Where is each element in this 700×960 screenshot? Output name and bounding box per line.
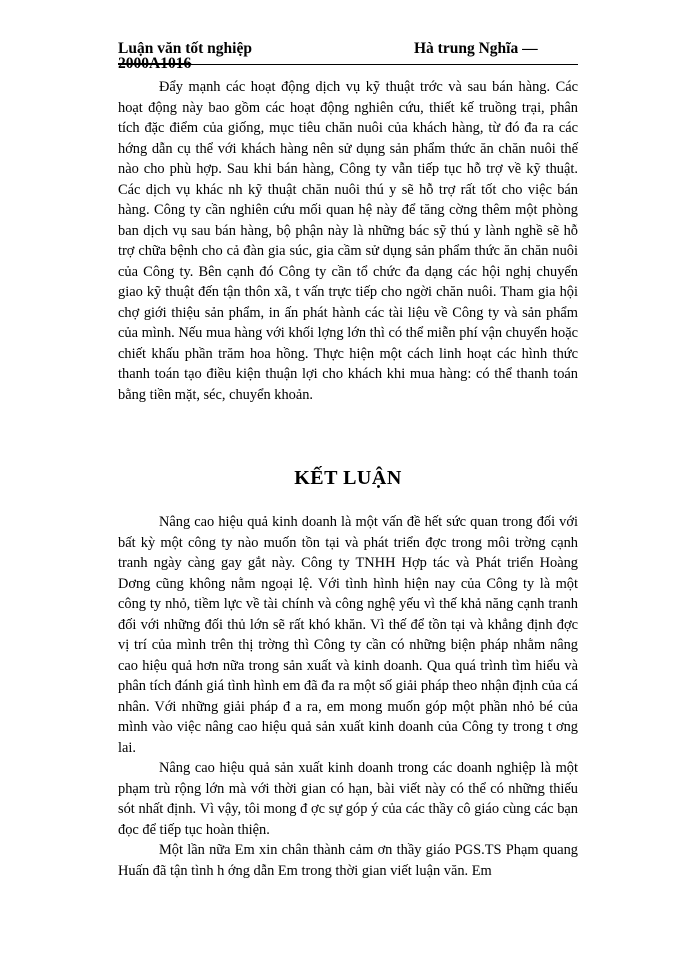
header-author: Hà trung Nghĩa — — [414, 40, 538, 57]
conclusion-paragraph-1: Nâng cao hiệu quả kinh doanh là một vấn đề hết sức quan trong đối với bất kỳ một công ty nào muốn tồn tại và phát triển đợc trong môi trờng cạnh tranh ngày càng gay gắt này. Công ty TNHH Hợp tác và Phát triển Hoàng Dơng cũng không nằm ngoại lệ. Với tình hình hiện nay của Công ty là một công ty nhỏ, tiềm lực về tài chính và công nghệ yếu vì thế khả năng cạnh tranh đối với những đối thủ lớn sẽ rất khó khăn. Vì thế để tồn tại và khẳng định đợc vị trí của mình trên thị trờng thì Công ty cần có những biện pháp nhằm nâng cao hiệu quả hơn nữa trong sản xuất và kinh doanh. Qua quá trình tìm hiểu và phân tích đánh giá tình hình em đã đa ra một số giải pháp theo nhận định của cá nhân. Với những giải pháp đ a ra, em mong muốn góp một phần nhỏ bé của mình vào việc nâng cao hiệu quả sản xuất kinh doanh của Công ty trong t ơng lai. — [118, 514, 578, 756]
header-rule — [118, 64, 578, 65]
section-after-sales — [118, 77, 578, 405]
conclusion-paragraph-3: Một lần nữa Em xin chân thành cảm ơn thầy giáo PGS.TS Phạm quang Huấn đã tận tình h ớng dẫn Em trong thời gian viết luận văn. Em — [118, 842, 578, 879]
header-code: 2000A1016 — [118, 55, 192, 72]
conclusion-body — [118, 512, 578, 881]
paragraph: Đẩy mạnh các hoạt động dịch vụ kỹ thuật trớc và sau bán hàng. Các hoạt động này bao gồm các hoạt động nghiên cứu, thiết kế truồng trại, phân tích đặc điểm của giống, mục tiêu chăn nuôi của khách hàng, từ đó đa ra các hớng dẫn cụ thể với khách hàng nên sử dụng sản phẩm thức ăn chăn nuôi thế nào cho phù hợp. Sau khi bán hàng, Công ty vẫn tiếp tục hỗ trợ về kỹ thuật. Các dịch vụ khác nh kỹ thuật chăn nuôi thú y sẽ hỗ trợ rất tốt cho việc bán hàng. Công ty cần nghiên cứu mối quan hệ này để tăng cờng thêm một phòng ban dịch vụ sau bán hàng, bộ phận này là những bác sỹ thú y lành nghề sẽ hỗ trợ chữa bệnh cho cả đàn gia súc, gia cầm sử dụng sản phẩm thức ăn chăn nuôi của Công ty. Bên cạnh đó Công ty cần tổ chức đa dạng các hội nghị chuyển giao kỹ thuật đến tận thôn xã, t vấn trực tiếp cho ngời chăn nuôi. Tham gia hội chợ giới thiệu sản phẩm, in ấn phát hành các tài liệu về Công ty và sản phẩm của mình. Nếu mua hàng với khối lợng lớn thì có thể miễn phí vận chuyển hoặc chiết khấu phần trăm hoa hồng. Thực hiện một cách linh hoạt các hình thức thanh toán tạo điều kiện thuận lợi cho khách khi mua hàng: có thể thanh toán bằng tiền mặt, séc, chuyển khoản. — [118, 79, 578, 403]
header-left-title: Luận văn tốt nghiệp — [118, 40, 252, 57]
conclusion-paragraph-2: Nâng cao hiệu quả sản xuất kinh doanh trong các doanh nghiệp là một phạm trù rộng lớn mà với thời gian có hạn, bài viết này có thể có những thiếu sót nhất định. Vì vậy, tôi mong đ ợc sự góp ý của các thầy cô giáo cùng các bạn đọc để tiếp tục hoàn thiện. — [118, 760, 578, 838]
conclusion-title: KẾT LUẬN — [294, 467, 402, 489]
